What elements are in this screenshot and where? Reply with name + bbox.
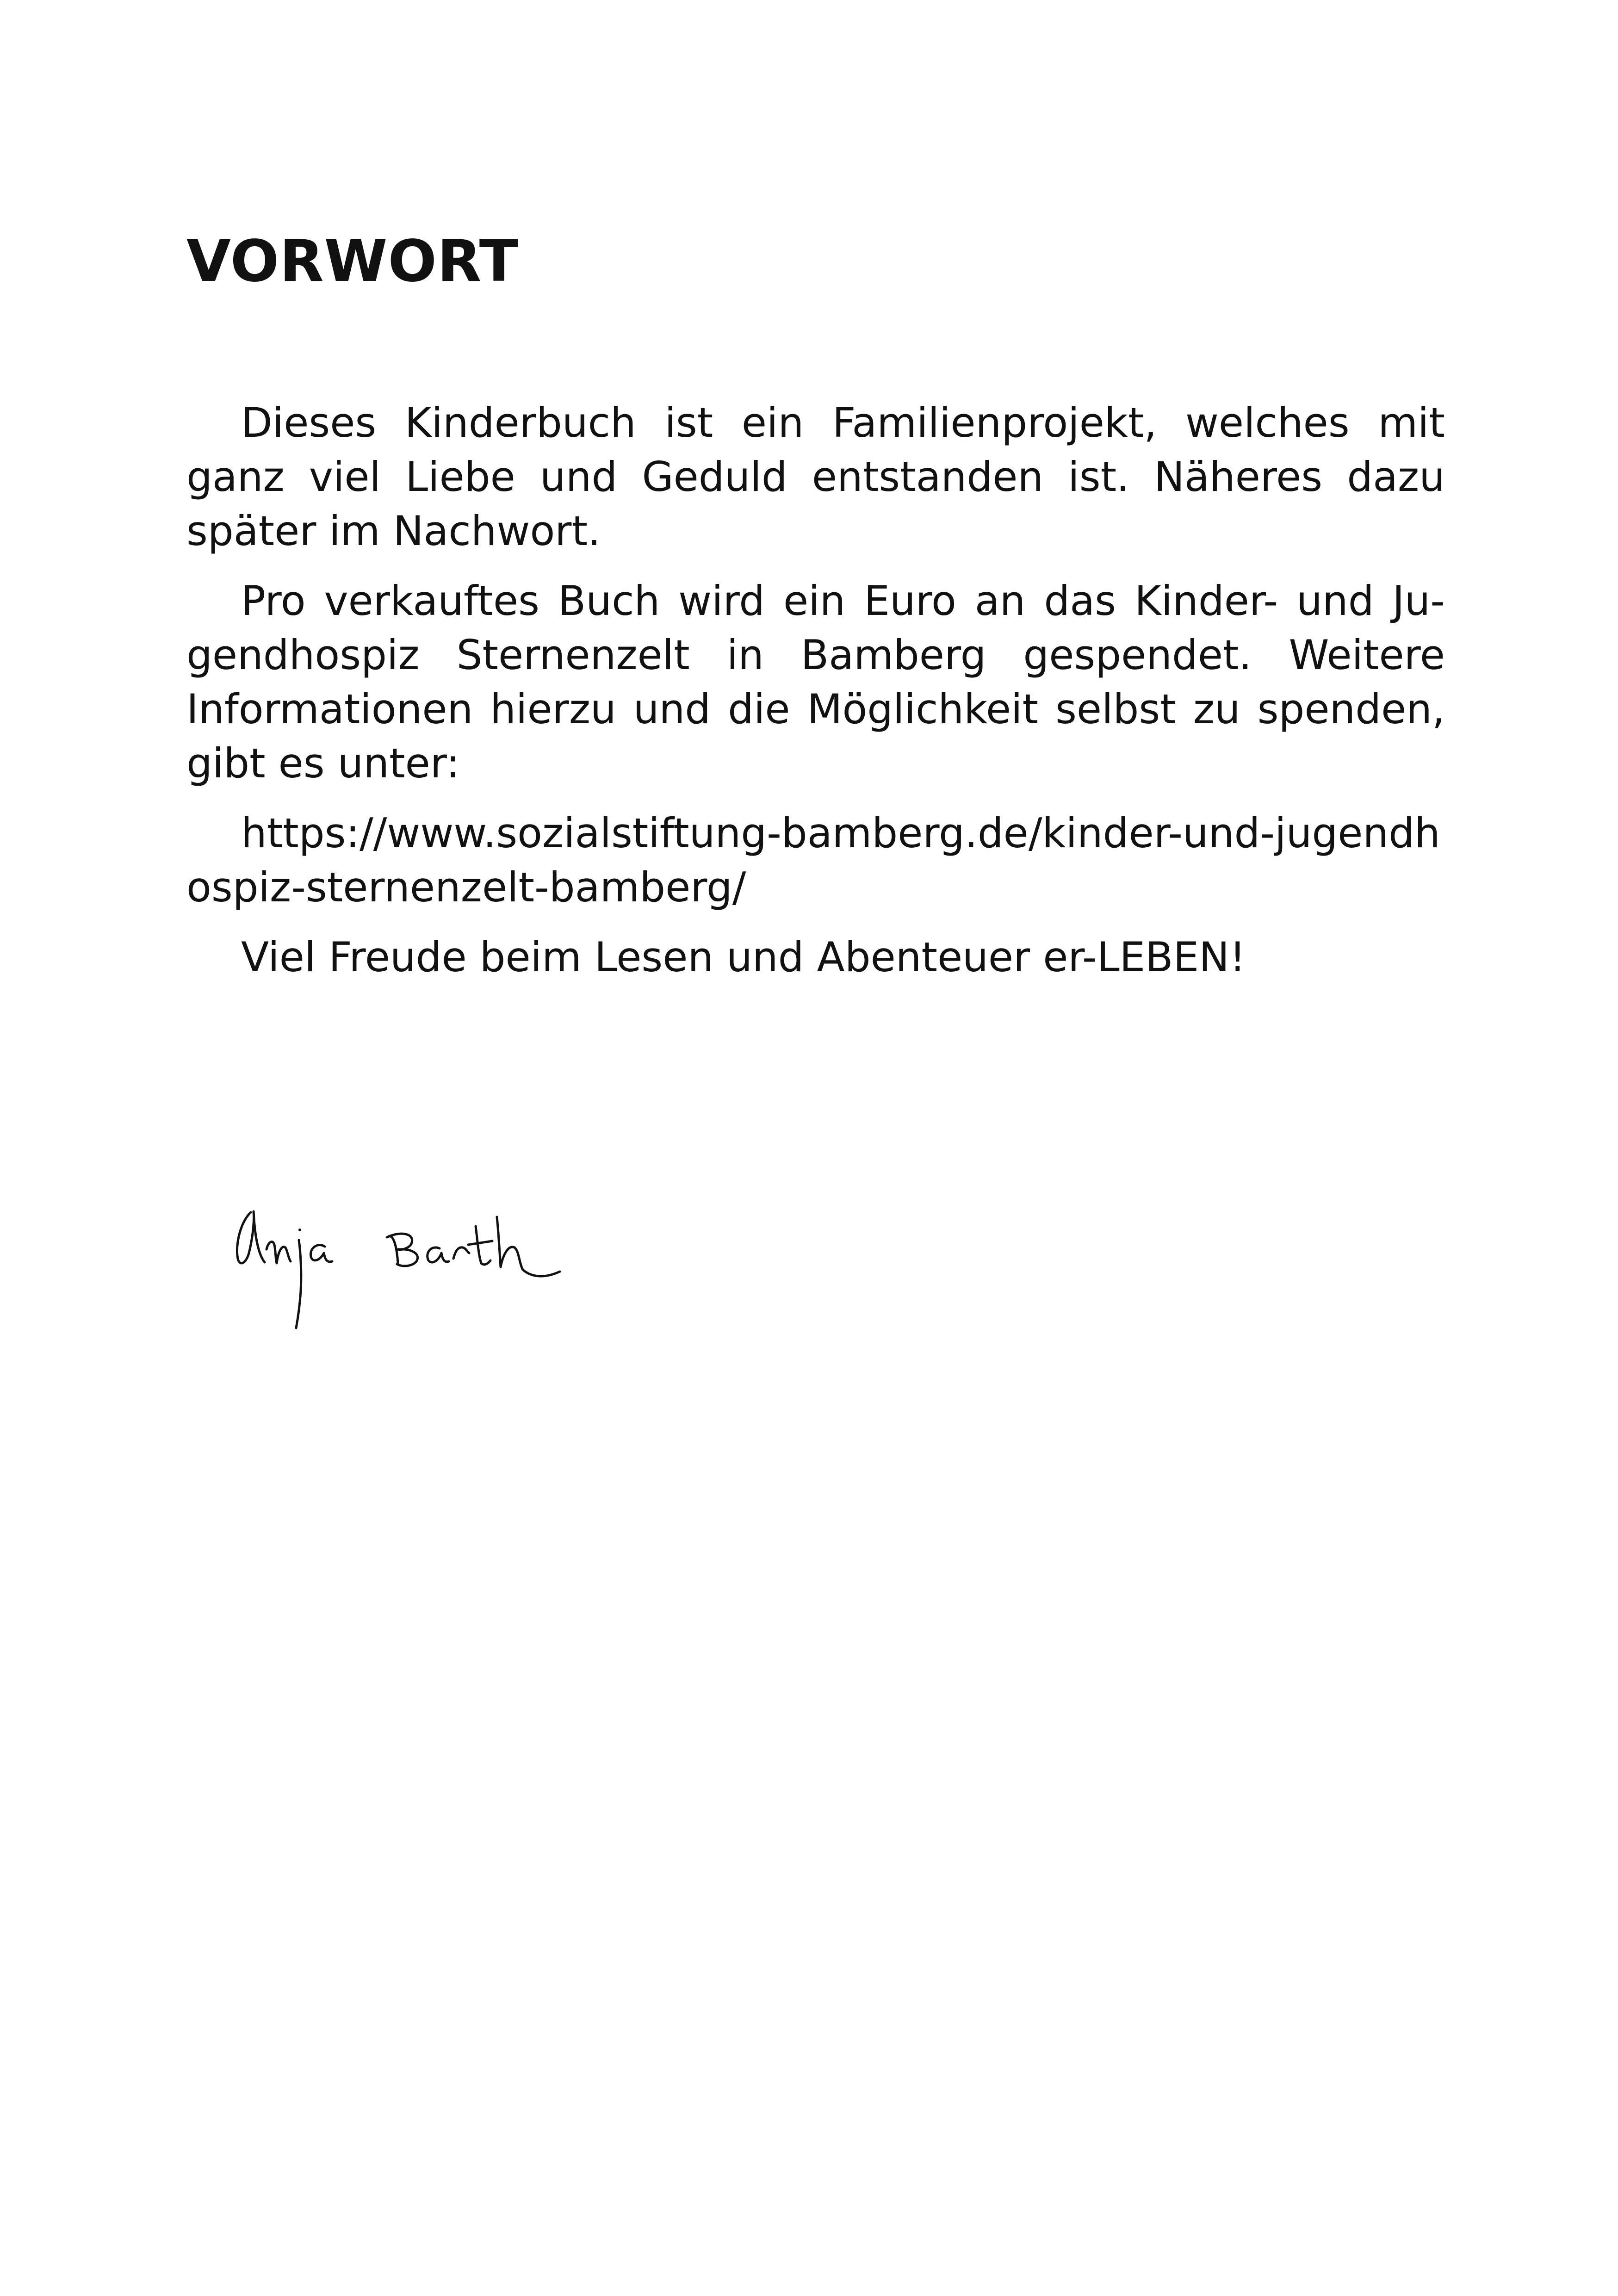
paragraph-closing: Viel Freude beim Lesen und Abenteuer er-LEBEN!	[241, 933, 1246, 981]
page-title: VORWORT	[186, 228, 519, 295]
handwritten-signature	[222, 1194, 657, 1333]
paragraph-donation: Pro verkauftes Buch wird ein Euro an das Kinder- und Jugendhospiz Sternenzelt in Bamberg gespendet. Weitere Informationen hierzu und die Möglichkeit selbst zu spenden, gibt es unter:	[186, 577, 1445, 787]
paragraph-intro: Dieses Kinderbuch ist ein Familienprojekt, welches mit ganz viel Liebe und Geduld entstanden ist. Näheres dazu später im Nachwort.	[186, 399, 1445, 555]
donation-url: https://www.sozialstiftung-bamberg.de/kinder-und-jugendhospiz-sternenzelt-bamberg/	[186, 809, 1440, 911]
body-text	[186, 396, 1445, 1000]
